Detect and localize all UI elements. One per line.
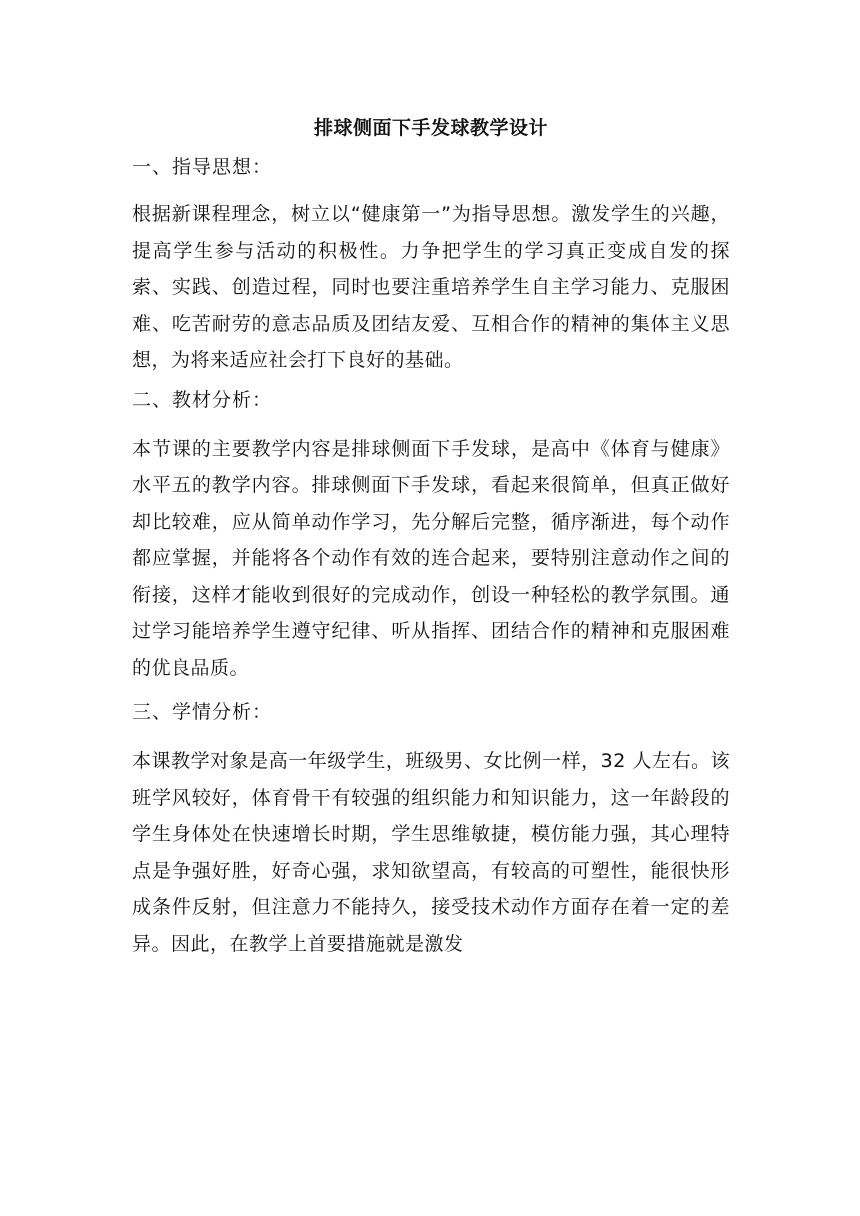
section-heading-guiding-thought: 一、指导思想：	[132, 156, 273, 178]
document-title: 排球侧面下手发球教学设计	[313, 117, 548, 139]
document-page	[132, 110, 730, 962]
section-heading-material-analysis: 二、教材分析：	[132, 388, 273, 411]
section-body-material-analysis: 本节课的主要教学内容是排球侧面下手发球，是高中《体育与健康》水平五的教学内容。排球侧面下手发球，看起来很简单，但真正做好却比较难，应从简单动作学习，先分解后完整，循序渐进，每个动作都应掌握，并能将各个动作有效的连合起来，要特别注意动作之间的衔接，这样才能收到很好的完成动作，创设一种轻松的教学氛围。通过学习能培养学生遵守纪律、听从指挥、团结合作的精神和克服困难的优良品质。	[132, 437, 730, 679]
section-body-guiding-thought: 根据新课程理念，树立以“健康第一”为指导思想。激发学生的兴趣，提高学生参与活动的积极性。力争把学生的学习真正变成自发的探索、实践、创造过程，同时也要注重培养学生自主学习能力、克服困难、吃苦耐劳的意志品质及团结友爱、互相合作的精神的集体主义思想，为将来适应社会打下良好的基础。	[132, 203, 730, 371]
section-heading-student-analysis: 三、学情分析：	[132, 701, 273, 723]
section-body-student-analysis: 本课教学对象是高一年级学生，班级男、女比例一样，32 人左右。该班学风较好，体育骨干有较强的组织能力和知识能力，这一年龄段的学生身体处在快速增长时期，学生思维敏捷，模仿能力强，其心理特点是争强好胜，好奇心强，求知欲望高，有较高的可塑性，能很快形成条件反射，但注意力不能持久，接受技术动作方面存在着一定的差异。因此，在教学上首要措施就是激发	[132, 750, 730, 955]
